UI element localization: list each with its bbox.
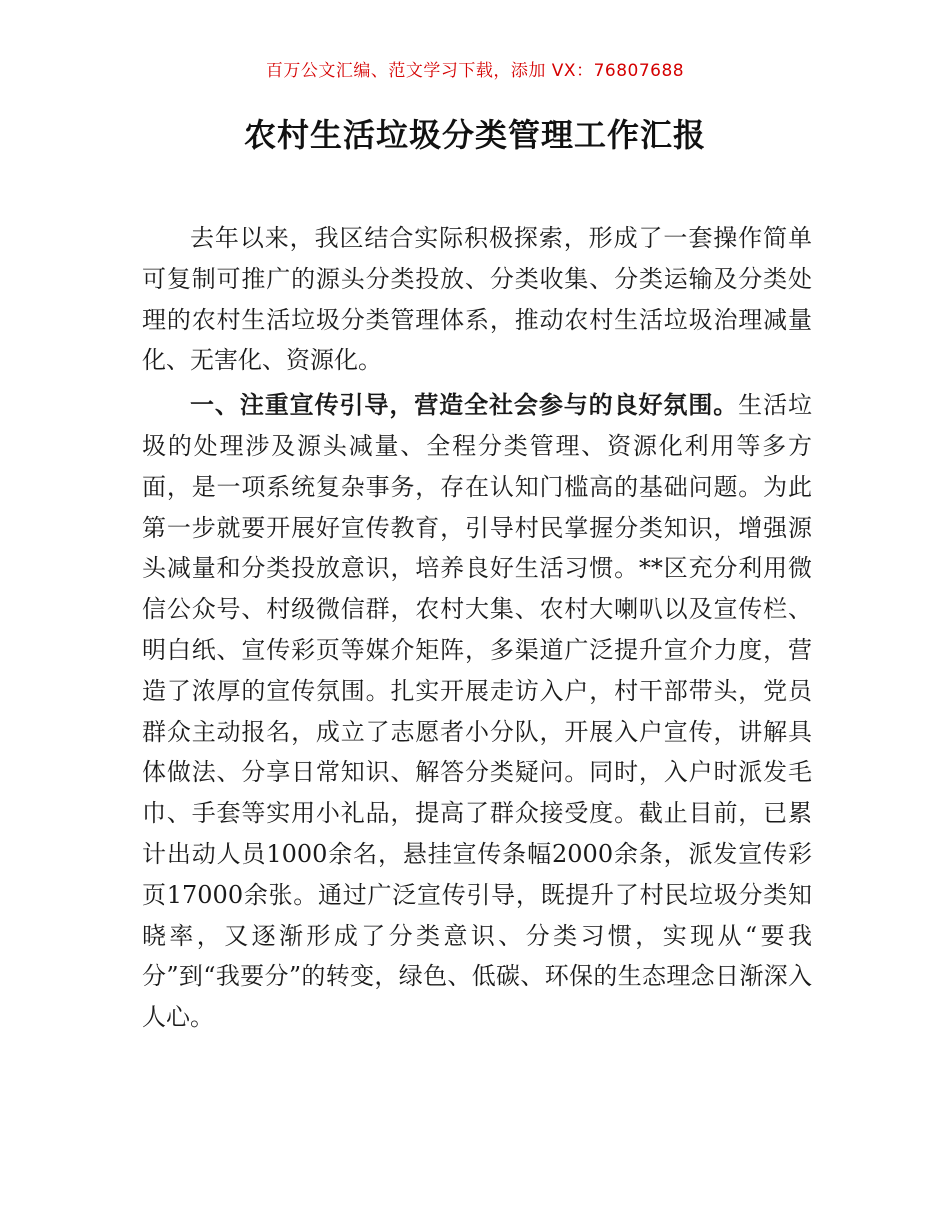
section-paragraph: [142, 385, 812, 1038]
paragraph-text: 生活垃圾的处理涉及源头减量、全程分类管理、资源化利用等多方面，是一项系统复杂事务，存在认知门槛高的基础问题。为此第一步就要开展好宣传教育，引导村民掌握分类知识，增强源头减量和分类投放意识，培养良好生活习惯。**区充分利用微信公众号、村级微信群，农村大集、农村大喇叭以及宣传栏、明白纸、宣传彩页等媒介矩阵，多渠道广泛提升宣介力度，营造了浓厚的宣传氛围。扎实开展走访入户，村干部带头，党员群众主动报名，成立了志愿者小分队，开展入户宣传，讲解具体做法、分享日常知识、解答分类疑问。同时，入户时派发毛巾、手套等实用小礼品，提高了群众接受度。截止目前，已累计出动人员1000余名，悬挂宣传条幅2000余条，派发宣传彩页17000余张。通过广泛宣传引导，既提升了村民垃圾分类知晓率，又逐渐形成了分类意识、分类习惯，实现从“要我分”到“我要分”的转变，绿色、低碳、环保的生态理念日渐深入人心。: [142, 391, 813, 1032]
paragraph-text: 去年以来，我区结合实际积极探索，形成了一套操作简单可复制可推广的源头分类投放、分类收集、分类运输及分类处理的农村生活垃圾分类管理体系，推动农村生活垃圾治理减量化、无害化、资源化。: [142, 224, 812, 375]
page-title: 农村生活垃圾分类管理工作汇报: [243, 116, 706, 154]
watermark-banner: 百万公文汇编、范文学习下载，添加 VX：76807688: [265, 61, 685, 81]
section-heading: 一、注重宣传引导，营造全社会参与的良好氛围。: [190, 391, 739, 420]
document-body: [142, 218, 812, 1042]
intro-paragraph: [142, 218, 812, 381]
